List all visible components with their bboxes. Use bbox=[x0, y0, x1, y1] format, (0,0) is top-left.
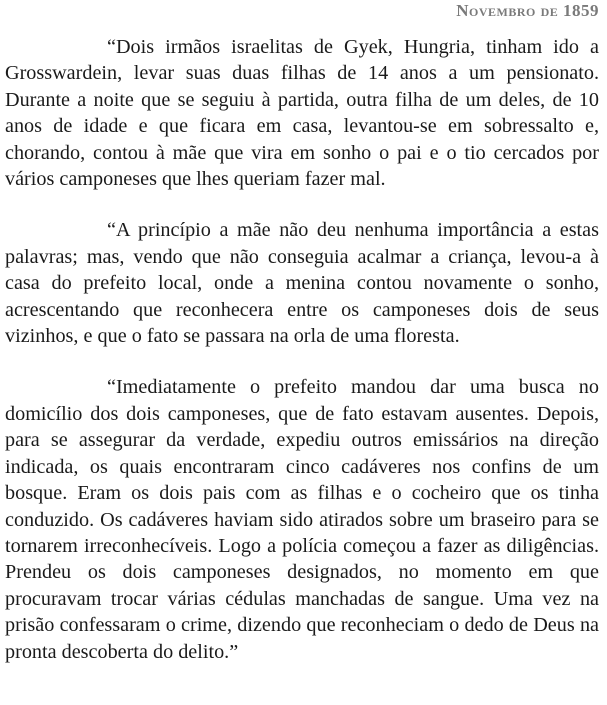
page-body bbox=[5, 34, 599, 665]
paragraph-1: “Dois irmãos israelitas de Gyek, Hungria, tinham ido a Grosswardein, levar suas duas filhas de 14 anos a um pensionato. Durante a noite que se seguiu à partida, outra filha de um deles, de 10 anos de idade e que ficara em casa, levantou-se em sobressalto e, chorando, contou à mãe que vira em sonho o pai e o tio cercados por vários camponeses que lhes queriam fazer mal. bbox=[5, 36, 599, 191]
paragraph-3: “Imediatamente o prefeito mandou dar uma busca no domicílio dos dois camponeses, que de fato estavam ausentes. Depois, para se assegurar da verdade, expediu outros emissários na direção indicada, os quais encontraram cinco cadáveres nos confins de um bosque. Eram os dois pais com as filhas e o cocheiro que os tinha conduzido. Os cadáveres haviam sido atirados sobre um braseiro para se tornarem irreconhecíveis. Logo a polícia começou a fazer as diligências. Prendeu os dois camponeses designados, no momento em que procuravam trocar várias cédulas manchadas de sangue. Uma vez na prisão confessaram o crime, dizendo que reconheciam o dedo de Deus na pronta descoberta do delito.” bbox=[5, 376, 599, 663]
running-header: Novembro de 1859 bbox=[456, 1, 599, 20]
paragraph-2: “A princípio a mãe não deu nenhuma importância a estas palavras; mas, vendo que não conseguia acalmar a criança, levou-a à casa do prefeito local, onde a menina contou novamente o sonho, acrescentando que reconhecera entre os camponeses dois de seus vizinhos, e que o fato se passara na orla de uma floresta. bbox=[5, 219, 599, 348]
